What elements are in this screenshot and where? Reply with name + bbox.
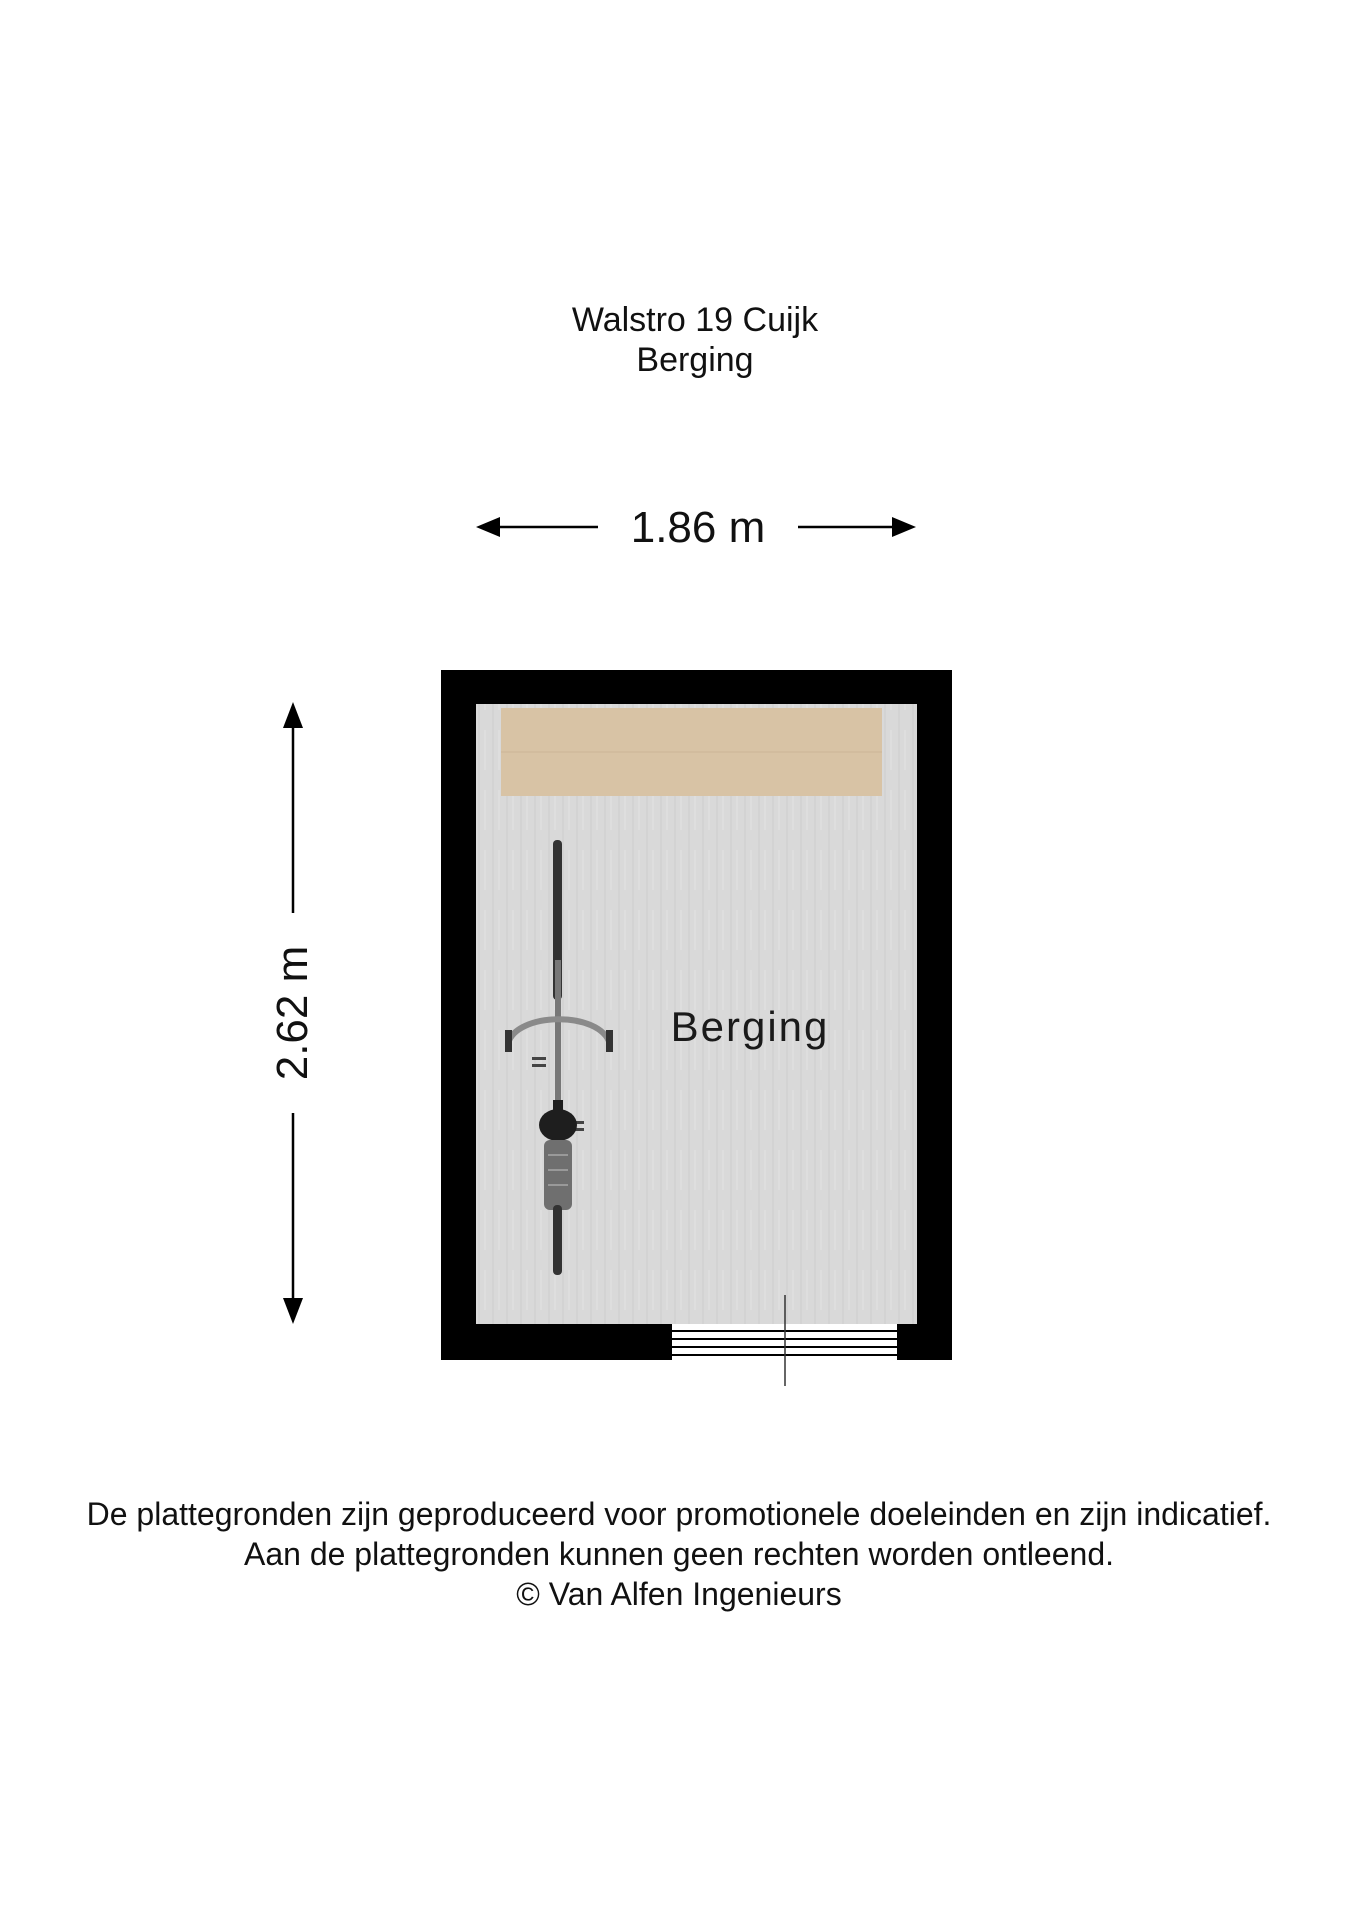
disclaimer-footer [0,1494,1358,1614]
height-dimension-label: 2.62 m [265,913,321,1113]
plan-header [0,300,1358,380]
disclaimer-line-2: Aan de plattegronden kunnen geen rechten worden ontleend. [243,1536,1114,1572]
disclaimer-line-1: De plattegronden zijn geproduceerd voor promotionele doeleinden en zijn indicatief. [86,1496,1272,1532]
copyright-text: © Van Alfen Ingenieurs [516,1576,842,1612]
room-label: Berging [670,1003,830,1050]
width-dimension-label: 1.86 m [598,500,798,556]
floor-name: Berging [636,341,754,379]
property-address: Walstro 19 Cuijk [571,301,819,339]
